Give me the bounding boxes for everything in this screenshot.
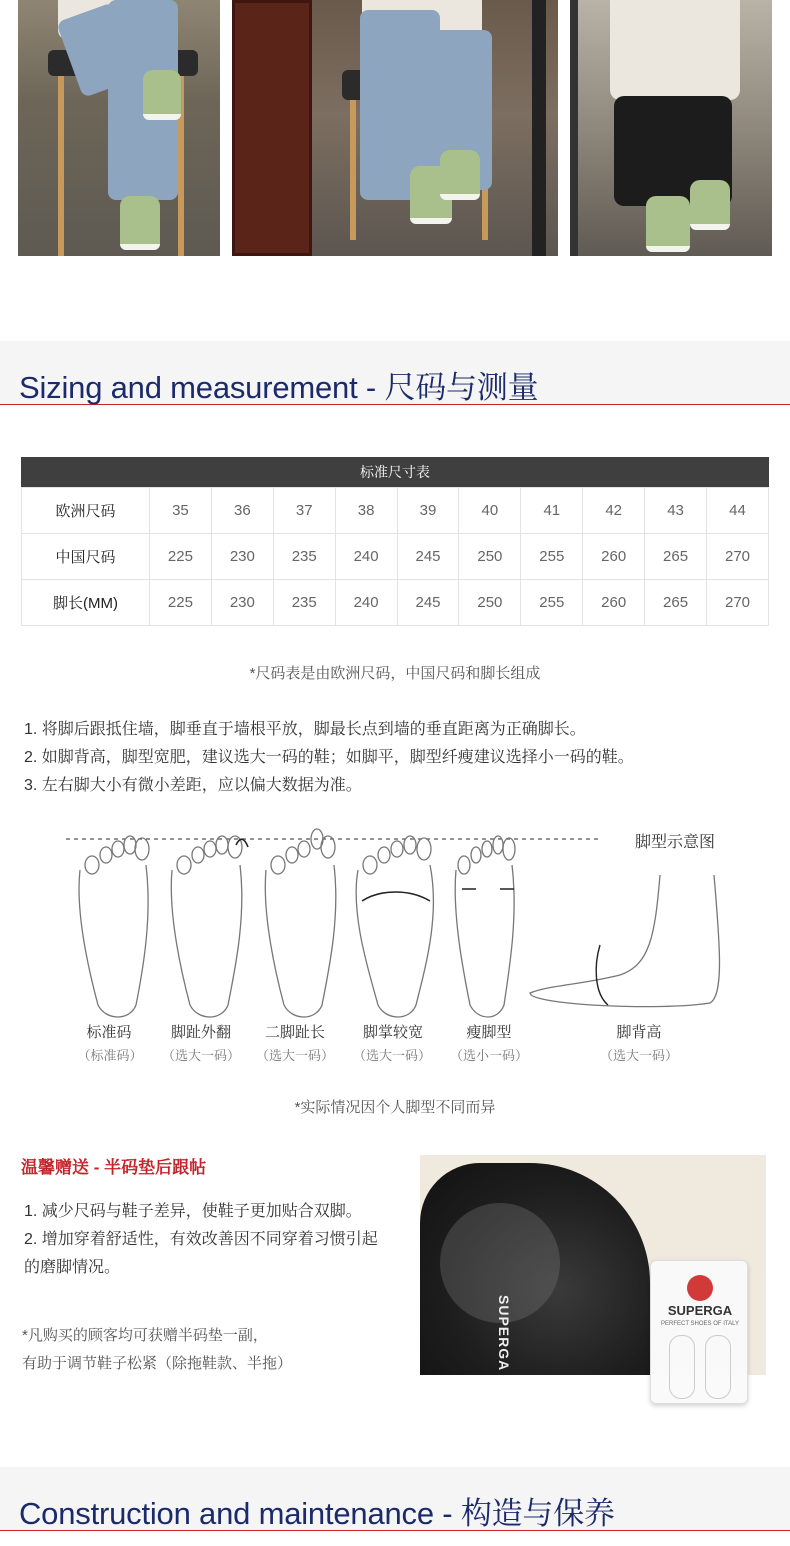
foot-type-label: 瘦脚型 <box>466 1024 512 1041</box>
foot-type-label: 脚趾外翻 <box>170 1024 231 1041</box>
size-cell: 265 <box>645 580 707 626</box>
foot-type-advice: （选大一码） <box>352 1048 431 1063</box>
product-photo-2[interactable] <box>232 0 558 256</box>
gift-benefit: 1. 减少尺码与鞋子差异，使鞋子更加贴合双脚。 <box>24 1203 362 1220</box>
insole-brand: SUPERGA <box>667 1303 733 1318</box>
size-cell: 245 <box>397 580 459 626</box>
size-cell: 265 <box>645 534 707 580</box>
size-row <box>22 580 769 626</box>
product-photo-1[interactable] <box>18 0 220 256</box>
size-cell: 235 <box>273 580 335 626</box>
size-cell: 36 <box>211 488 273 534</box>
size-cell: 250 <box>459 534 521 580</box>
product-photo-3[interactable] <box>570 0 772 256</box>
size-cell: 240 <box>335 580 397 626</box>
size-row-label: 脚长(MM) <box>22 580 150 626</box>
size-row-label: 中国尺码 <box>22 534 150 580</box>
foot-type-label: 标准码 <box>86 1024 132 1041</box>
size-cell: 37 <box>273 488 335 534</box>
size-cell: 44 <box>707 488 769 534</box>
shoe-brand-text: SUPERGA <box>496 1295 512 1372</box>
size-row <box>22 534 769 580</box>
foot-type-label: 脚背高 <box>616 1024 662 1041</box>
size-cell: 41 <box>521 488 583 534</box>
size-cell: 230 <box>211 534 273 580</box>
size-cell: 255 <box>521 534 583 580</box>
size-row <box>22 488 769 534</box>
foot-type-advice: （标准码） <box>77 1048 143 1063</box>
size-cell: 38 <box>335 488 397 534</box>
size-cell: 270 <box>707 580 769 626</box>
construction-section-header <box>0 1467 790 1531</box>
foot-type-advice: （选大一码） <box>161 1048 240 1063</box>
gift-benefit: 2. 增加穿着舒适性，有效改善因不同穿着习惯引起的磨脚情况。 <box>24 1231 378 1276</box>
product-photo-strip <box>0 0 790 256</box>
size-cell: 225 <box>150 534 212 580</box>
gift-note <box>22 1322 402 1378</box>
gift-note-line: 有助于调节鞋子松紧（除拖鞋款、半拖） <box>22 1355 293 1372</box>
foot-type-label: 脚掌较宽 <box>362 1024 423 1041</box>
foot-type-advice: （选小一码） <box>449 1048 528 1063</box>
size-cell: 40 <box>459 488 521 534</box>
measure-tip: 1. 将脚后跟抵住墙，脚垂直于墙根平放，脚最长点到墙的垂直距离为正确脚长。 <box>24 721 586 738</box>
measure-tips <box>24 716 634 800</box>
insole-tagline: PERFECT SHOES OF ITALY <box>660 1321 739 1327</box>
size-cell: 39 <box>397 488 459 534</box>
size-cell: 230 <box>211 580 273 626</box>
size-cell: 225 <box>150 580 212 626</box>
size-cell: 245 <box>397 534 459 580</box>
foot-type-label: 二脚趾长 <box>264 1024 325 1041</box>
size-cell: 235 <box>273 534 335 580</box>
sizing-section-title: Sizing and measurement - 尺码与测量 <box>19 370 539 405</box>
size-chart-table <box>21 457 769 626</box>
size-chart-caption: 标准尺寸表 <box>21 457 769 487</box>
size-cell: 270 <box>707 534 769 580</box>
size-row-label: 欧洲尺码 <box>22 488 150 534</box>
size-cell: 240 <box>335 534 397 580</box>
measure-tip: 3. 左右脚大小有微小差距，应以偏大数据为准。 <box>24 777 362 794</box>
superga-logo-icon <box>687 1275 713 1301</box>
foot-type-advice: （选大一码） <box>599 1048 678 1063</box>
foot-diagram-note: *实际情况因个人脚型不同而异 <box>294 1099 496 1116</box>
sizing-section-header <box>0 341 790 405</box>
size-cell: 35 <box>150 488 212 534</box>
size-cell: 43 <box>645 488 707 534</box>
insole-pack <box>650 1260 748 1404</box>
gift-benefits <box>24 1198 384 1282</box>
foot-type-advice: （选大一码） <box>255 1048 334 1063</box>
gift-title: 温馨赠送 - 半码垫后跟帖 <box>21 1158 207 1177</box>
gift-note-line: *凡购买的顾客均可获赠半码垫一副， <box>22 1327 268 1344</box>
size-cell: 42 <box>583 488 645 534</box>
measure-tip: 2. 如脚背高，脚型宽肥，建议选大一码的鞋；如脚平，脚型纤瘦建议选择小一码的鞋。 <box>24 749 634 766</box>
size-cell: 255 <box>521 580 583 626</box>
size-chart-note: *尺码表是由欧洲尺码，中国尺码和脚长组成 <box>249 665 541 682</box>
construction-section-title: Construction and maintenance - 构造与保养 <box>19 1496 615 1531</box>
size-cell: 260 <box>583 534 645 580</box>
foot-types-diagram <box>60 825 740 1065</box>
shoe-interior-image <box>420 1163 650 1375</box>
foot-diagram-title: 脚型示意图 <box>635 834 716 851</box>
size-cell: 260 <box>583 580 645 626</box>
size-cell: 250 <box>459 580 521 626</box>
foot-outlines-illustration <box>60 825 740 1025</box>
